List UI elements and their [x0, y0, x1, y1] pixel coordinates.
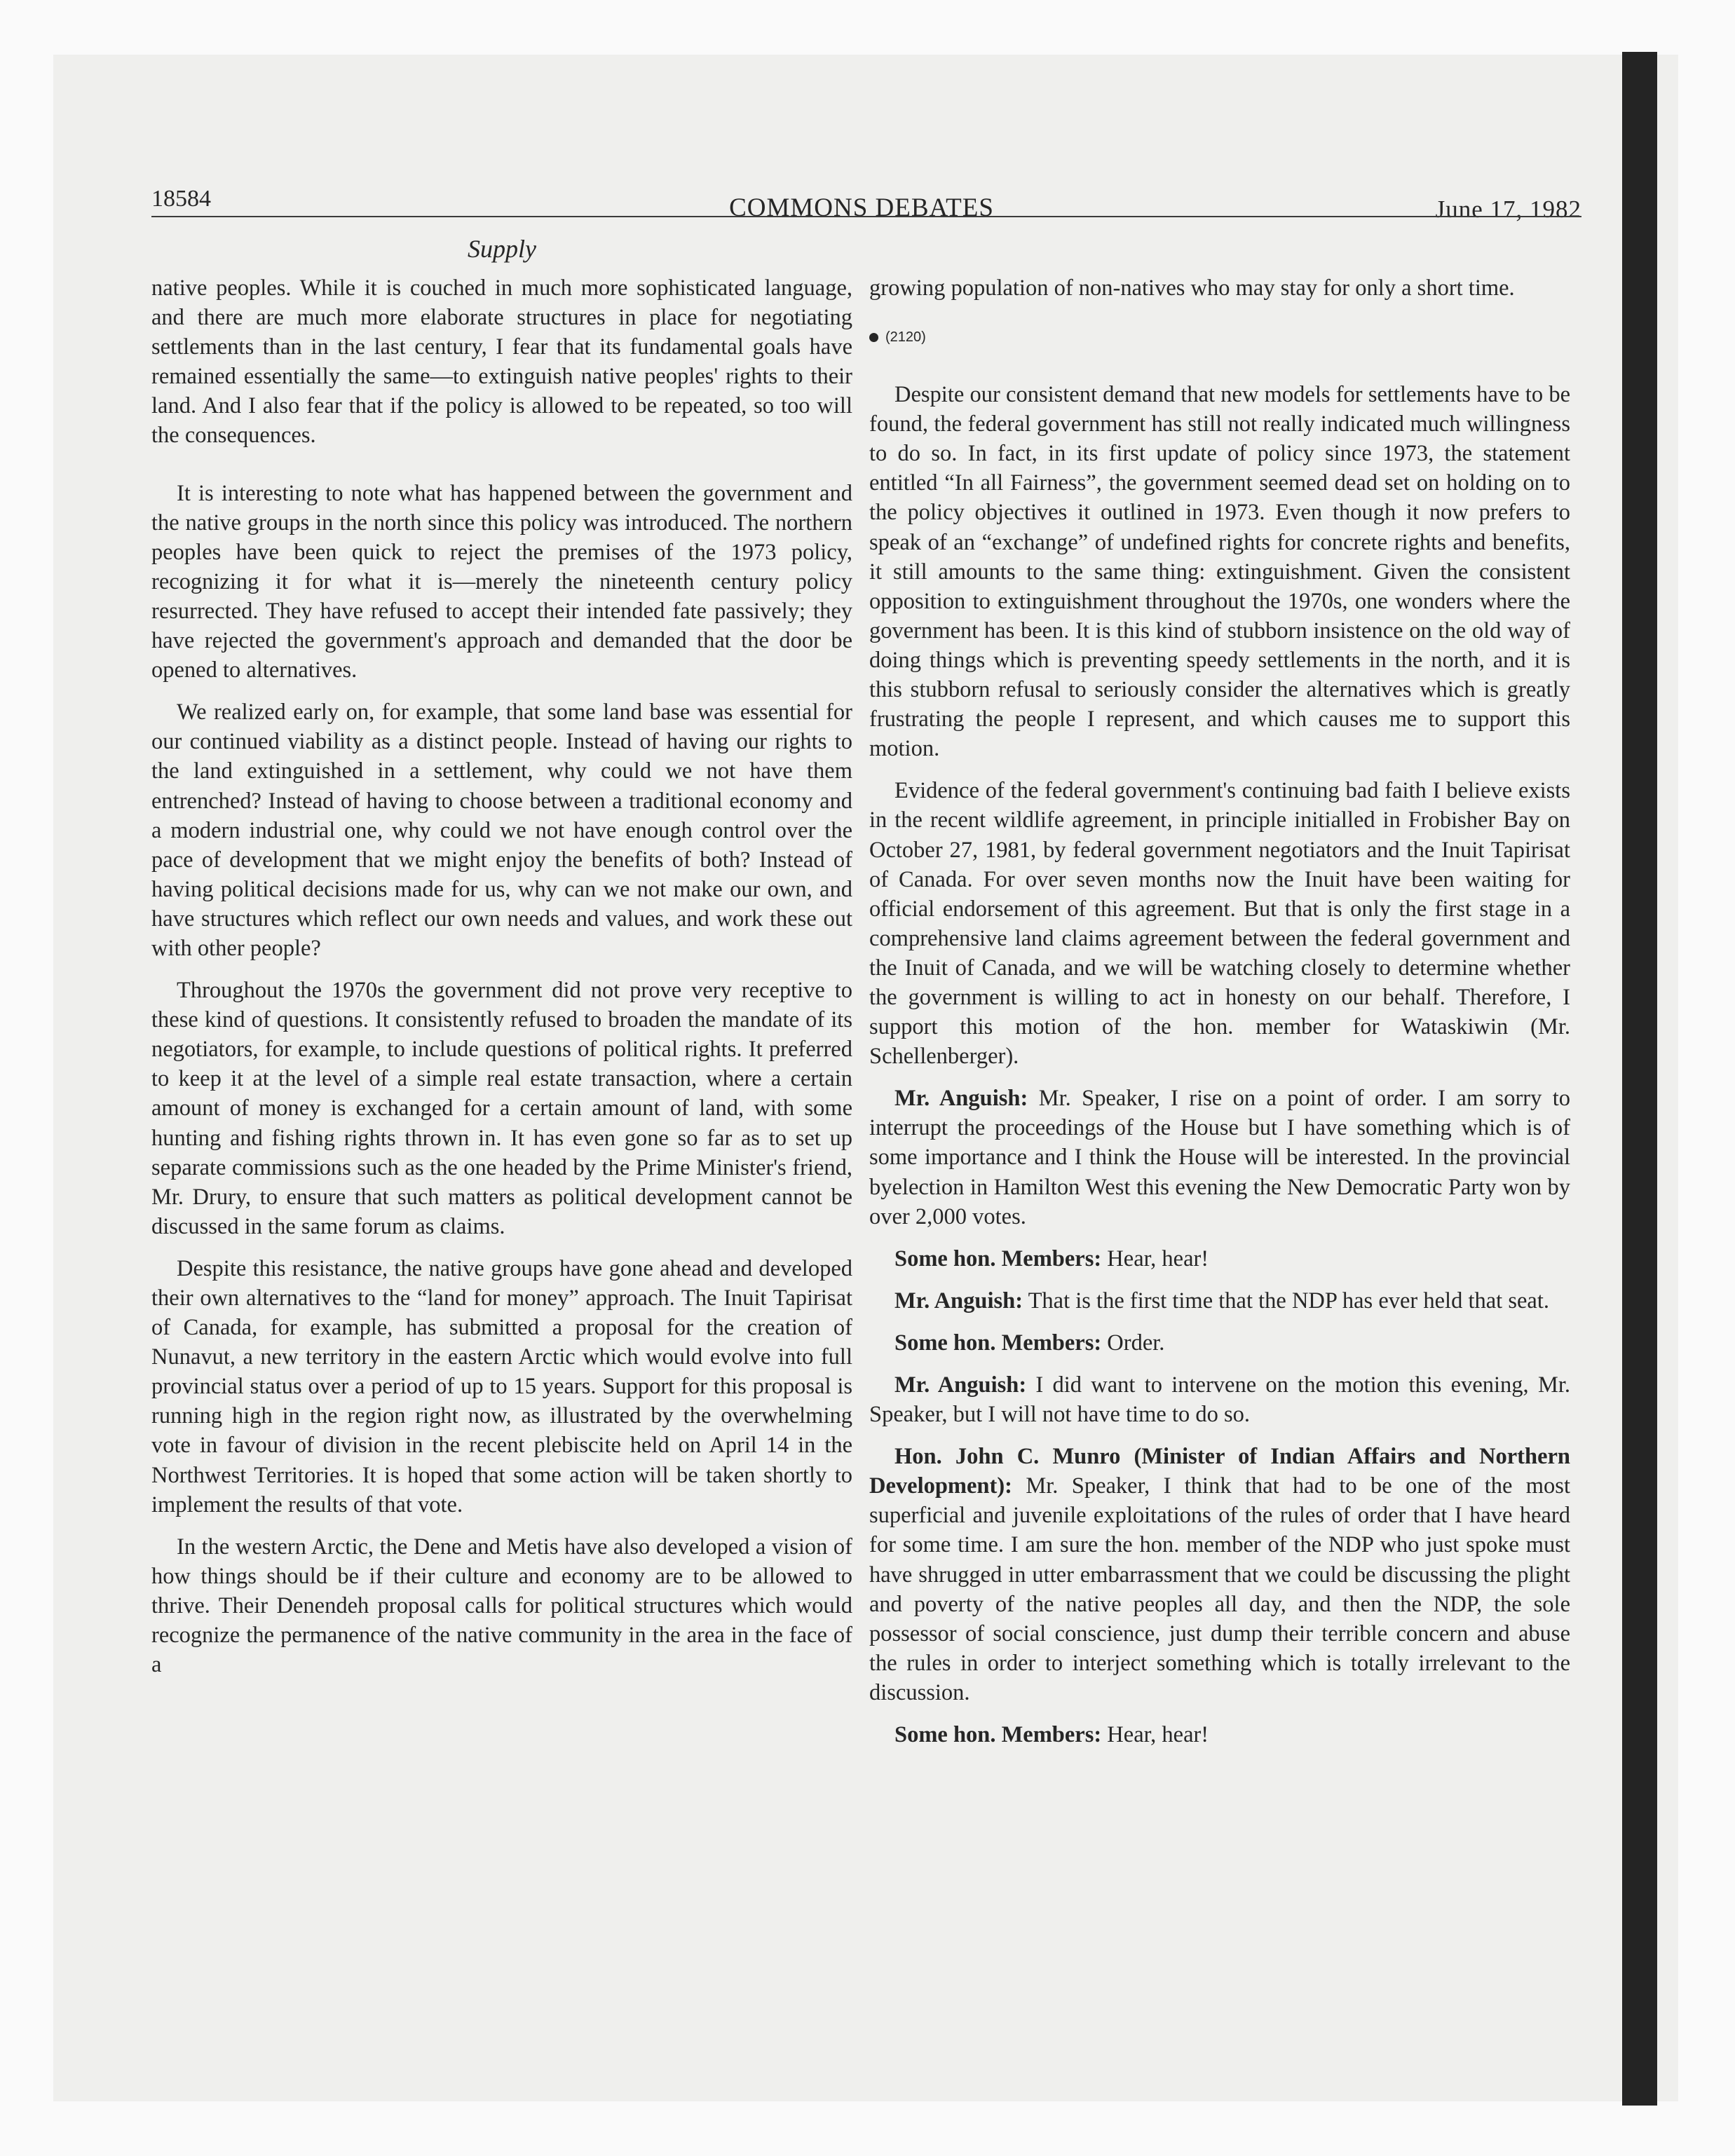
speaker-name: Hon. John C. Munro (Minister of Indian Affairs and Northern Development): — [869, 1444, 1570, 1499]
publication-date: June 17, 1982 — [1435, 196, 1581, 223]
speech-entry — [869, 1244, 1570, 1274]
time-marker — [869, 328, 1570, 346]
speech-text: Hear, hear! — [1107, 1722, 1209, 1748]
page-number: 18584 — [151, 186, 211, 212]
publication-title: COMMONS DEBATES — [729, 193, 994, 222]
header-rule — [151, 216, 1581, 217]
speech-entry — [869, 1442, 1570, 1707]
paragraph: Despite our consistent demand that new models for settlements have to be found, the federal government has still not really indicated much willingness to do so. In fact, in its first update of policy since 1973, the statement entitled “In all Fairness”, the government seemed dead set on holding on to the policy objectives it outlined in 1973. Even though it now prefers to speak of an “exchange” of undefined rights for concrete rights and benefits, it still amounts to the same thing: extinguishment. Given the consistent opposition to extinguishment throughout the 1970s, one wonders where the government has been. It is this kind of stubborn insistence on the old way of doing things which is preventing speedy settlements in the north, and it is this stubborn refusal to seriously consider the alternatives which is greatly frustrating the people I represent, and which causes me to support this motion. — [869, 382, 1570, 762]
speech-entry — [869, 1286, 1570, 1316]
paragraph: growing population of non-natives who may stay for only a short time. — [869, 275, 1515, 301]
paragraph: Despite this resistance, the native groups have gone ahead and developed their own alternatives to the “land for money” approach. The Inuit Tapirisat of Canada, for example, has submitted a proposal for the creation of Nunavut, a new territory in the eastern Arctic which would evolve into full provincial status over a period of up to 15 years. Support for this proposal is running high in the region right now, as illustrated by the overwhelming vote in favour of division in the recent plebiscite held on April 14 in the Northwest Territories. It is hoped that some action will be taken shortly to implement the results of that vote. — [151, 1255, 852, 1517]
paragraph: In the western Arctic, the Dene and Metis have also developed a vision of how things should be if their culture and economy are to be allowed to thrive. Their Denendeh proposal calls for political structures which would recognize the permanence of the native community in the area in the face of a — [151, 1534, 852, 1678]
time-marker-label: (2120) — [885, 329, 926, 346]
paragraph: We realized early on, for example, that some land base was essential for our continued viability as a distinct people. Instead of having our rights to the land extinguished in a settlement, why could we not have them entrenched? Instead of having to choose between a traditional economy and a modern industrial one, why could we not have enough control over the pace of development that we might enjoy the benefits of both? Instead of having political decisions made for us, why can we not make our own, and have structures which reflect our own needs and values, and work these out with other people? — [151, 700, 852, 961]
speaker-name: Mr. Anguish: — [894, 1288, 1023, 1314]
speech-text: Hear, hear! — [1107, 1246, 1209, 1271]
paragraph: native peoples. While it is couched in much more sophisticated language, and there are much more elaborate structures in place for negotiating settlements than in the last century, I fear that its fundamental goals have remained essentially the same—to extinguish native peoples' rights to their land. And I also fear that if the policy is allowed to be repeated, so too will the consequences. — [151, 275, 852, 449]
speech-entry — [869, 1370, 1570, 1429]
speech-entry — [869, 1084, 1570, 1231]
section-title: Supply — [468, 235, 536, 263]
scan-page-edge — [1622, 52, 1657, 2106]
speaker-name: Some hon. Members: — [894, 1330, 1102, 1356]
speaker-name: Mr. Anguish: — [894, 1372, 1027, 1398]
running-header — [142, 179, 1581, 221]
speech-text: Mr. Speaker, I think that had to be one of the most superficial and juvenile exploitations of the rules of order that I have heard for some time. I am sure the hon. member of the NDP who just spoke must have shrugged in utter embarrassment that we could be discussing the plight and poverty of the native peoples all day, and then the NDP, the sole possessor of social conscience, just dump their terrible concern and abuse the rules in order to interject something which is totally irrelevant to the discussion. — [869, 1473, 1570, 1705]
right-column — [869, 273, 1570, 1762]
document-page — [142, 168, 1581, 2005]
speech-text: I did want to intervene on the motion this evening, Mr. Speaker, but I will not have time to do so. — [869, 1372, 1570, 1428]
paragraph: Evidence of the federal government's continuing bad faith I believe exists in the recent wildlife agreement, in principle initialled in Frobisher Bay on October 27, 1981, by federal government negotiators and the Inuit Tapirisat of Canada. For over seven months now the Inuit have been waiting for official endorsement of this agreement. But that is only the first stage in a comprehensive land claims agreement between the federal government and the Inuit of Canada, and we will be watching closely to determine whether the government is willing to act in honesty on our behalf. Therefore, I support this motion of the hon. member for Wataskiwin (Mr. Schellenberger). — [869, 778, 1570, 1070]
speech-entry — [869, 1720, 1570, 1749]
speech-text: Order. — [1107, 1330, 1165, 1356]
speaker-name: Some hon. Members: — [894, 1722, 1102, 1748]
paragraph: Throughout the 1970s the government did not prove very receptive to these kind of questions. It consistently refused to broaden the mandate of its negotiators, for example, to include questions of political rights. It preferred to keep it at the level of a simple real estate transaction, where a certain amount of money is exchanged for a certain amount of land, with some hunting and fishing rights thrown in. It has even gone so far as to set up separate commissions such as the one headed by the Prime Minister's friend, Mr. Drury, to ensure that such matters as political development cannot be discussed in the same forum as claims. — [151, 978, 852, 1239]
speech-text: That is the first time that the NDP has ever held that seat. — [1028, 1288, 1549, 1314]
paragraph: It is interesting to note what has happened between the government and the native groups in the north since this policy was introduced. The northern peoples have been quick to reject the premises of the 1973 policy, recognizing it for what it is—merely the nineteenth century policy resurrected. They have refused to accept their intended fate passively; they have rejected the government's approach and demanded that the door be opened to alternatives. — [151, 480, 852, 683]
speaker-name: Mr. Anguish: — [894, 1086, 1028, 1112]
speech-text: Mr. Speaker, I rise on a point of order. I am sorry to interrupt the proceedings of the House but I have something which is of some importance and I think the House will be interested. In the provincial byelection in Hamilton West this evening the New Democratic Party won by over 2,000 votes. — [869, 1086, 1571, 1229]
left-column — [151, 273, 852, 1692]
speech-entry — [869, 1328, 1570, 1358]
bullet-icon — [869, 333, 878, 342]
speaker-name: Some hon. Members: — [894, 1246, 1102, 1271]
